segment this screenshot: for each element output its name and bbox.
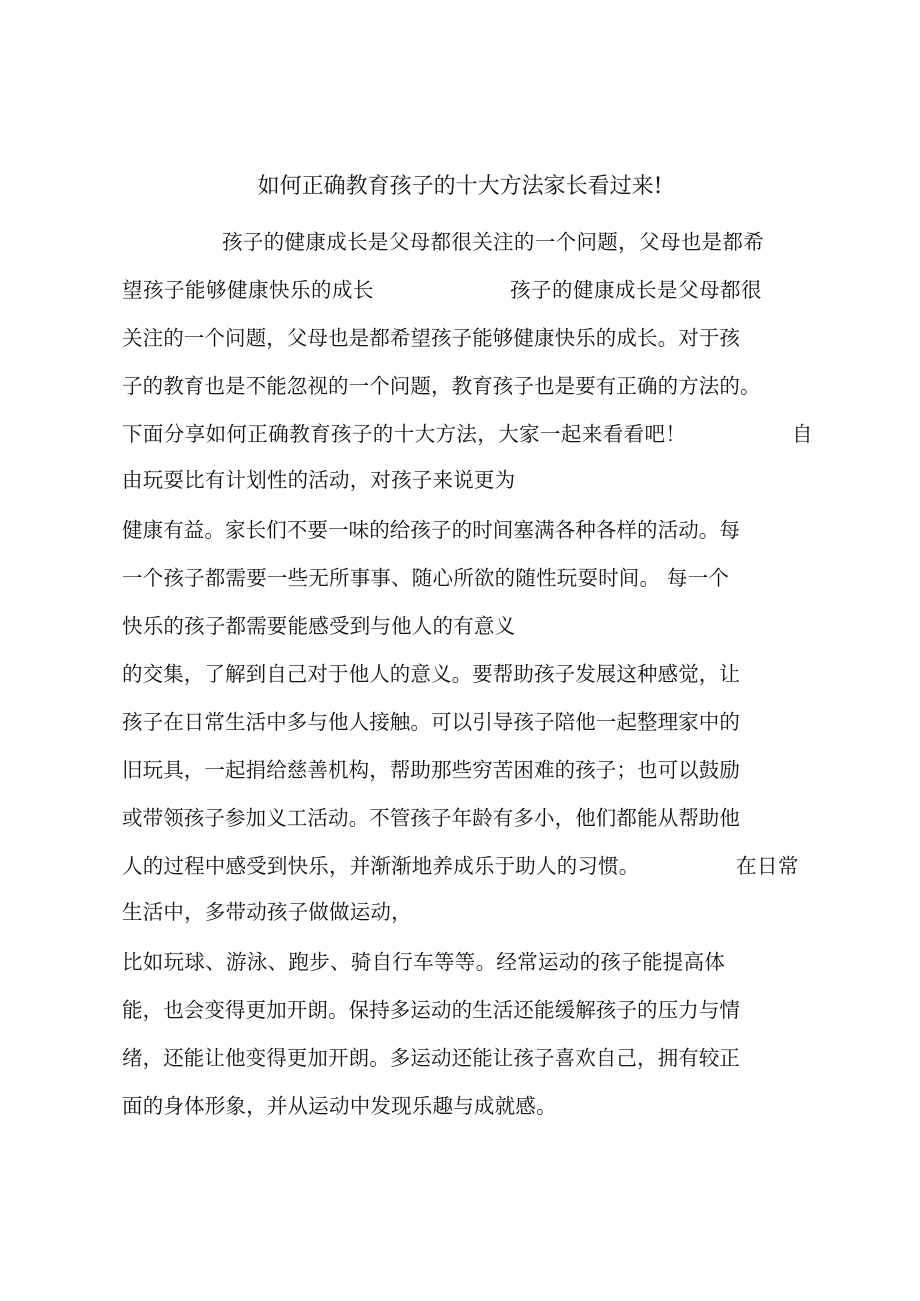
body-line: 人的过程中感受到快乐，并渐渐地养成乐于助人的习惯。	[122, 854, 640, 878]
body-line: 快乐的孩子都需要能感受到与他人的有意义	[122, 614, 516, 638]
body-line: 面的身体形象，并从运动中发现乐趣与成就感。	[122, 1094, 557, 1118]
body-line: 自	[792, 422, 813, 446]
body-line: 比如玩球、游泳、跑步、骑自行车等等。经常运动的孩子能提高体	[122, 950, 726, 974]
body-line: 一个孩子都需要一些无所事事、随心所欲的随性玩耍时间。 每一个	[122, 566, 730, 590]
body-line: 下面分享如何正确教育孩子的十大方法，大家一起来看看吧！	[122, 422, 687, 446]
body-line: 生活中，多带动孩子做做运动，	[122, 900, 412, 924]
body-line: 健康有益。家长们不要一味的给孩子的时间塞满各种各样的活动。每	[122, 518, 740, 542]
body-line: 能，也会变得更加开朗。保持多运动的生活还能缓解孩子的压力与情	[122, 998, 740, 1022]
body-line: 孩子的健康成长是父母都很	[510, 278, 762, 302]
body-line: 望孩子能够健康快乐的成长	[122, 278, 374, 302]
document-title: 如何正确教育孩子的十大方法家长看过来!	[257, 174, 663, 199]
body-line: 在日常	[736, 854, 799, 878]
body-line: 旧玩具，一起捐给慈善机构，帮助那些穷苦困难的孩子；也可以鼓励	[122, 758, 740, 782]
body-line: 子的教育也是不能忽视的一个问题，教育孩子也是要有正确的方法的。	[122, 374, 761, 398]
body-line: 孩子在日常生活中多与他人接触。可以引导孩子陪他一起整理家中的	[122, 710, 740, 734]
body-line: 的交集，了解到自己对于他人的意义。要帮助孩子发展这种感觉，让	[122, 662, 740, 686]
body-line: 孩子的健康成长是父母都很关注的一个问题，父母也是都希	[222, 230, 765, 254]
body-line: 绪，还能让他变得更加开朗。多运动还能让孩子喜欢自己，拥有较正	[122, 1046, 740, 1070]
body-line: 或带领孩子参加义工活动。不管孩子年龄有多小，他们都能从帮助他	[122, 806, 740, 830]
body-line: 由玩耍比有计划性的活动，对孩子来说更为	[122, 468, 516, 492]
body-line: 关注的一个问题，父母也是都希望孩子能够健康快乐的成长。对于孩	[122, 326, 740, 350]
